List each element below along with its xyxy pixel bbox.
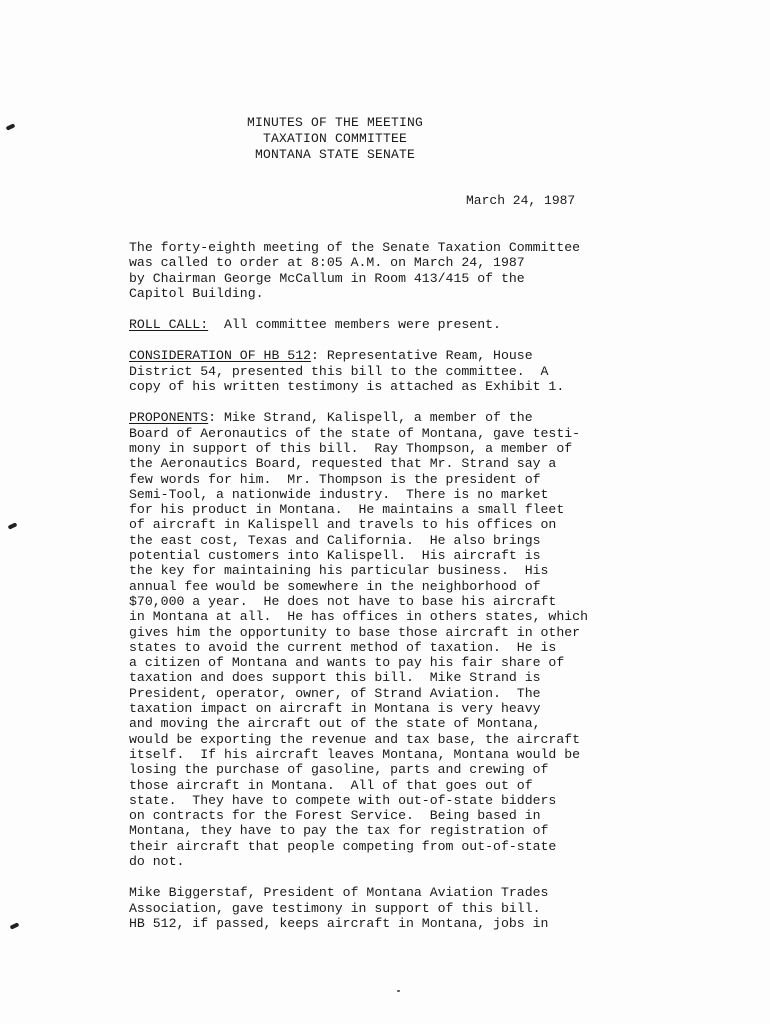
scan-speck [397,990,400,992]
heading-line-senate: MONTANA STATE SENATE [254,147,416,162]
proponents-line: states to avoid the current method of taxation. He is [129,639,557,655]
proponents-line: of aircraft in Kalispell and travels to his offices on [129,517,557,533]
proponents-line: Semi-Tool, a nationwide industry. There is no market [129,486,549,502]
consideration-label: CONSIDERATION OF HB 512 [129,348,312,364]
biggerstaf-line: Mike Biggerstaf, President of Montana Aviation Trades [129,885,549,901]
consideration-line: copy of his written testimony is attached as Exhibit 1. [129,379,565,395]
consideration-first-line [129,348,689,363]
proponents-line: mony in support of this bill. Ray Thompson, a member of [129,440,573,456]
heading-line-minutes: MINUTES OF THE MEETING [246,115,424,130]
proponents-line: state. They have to compete with out-of-state bidders [129,792,557,808]
proponents-paragraph [129,410,689,869]
proponents-line: the Aeronautics Board, requested that Mr. Strand say a [129,456,557,472]
minutes-body [129,240,689,947]
proponents-line: for his product in Montana. He maintains a small fleet [129,502,565,518]
proponents-line: those aircraft in Montana. All of that goes out of [129,777,533,793]
proponents-line: potential customers into Kalispell. His aircraft is [129,548,541,564]
intro-line: The forty-eighth meeting of the Senate Taxation Committee [129,240,581,255]
proponents-line: the key for maintaining his particular business. His [129,563,549,579]
proponents-line: Montana, they have to pay the tax for registration of [129,823,549,839]
margin-mark-bottom [10,922,20,929]
proponents-line: annual fee would be somewhere in the neighborhood of [129,578,541,594]
biggerstaf-line: Association, gave testimony in support of this bill. [129,900,541,916]
proponents-line: their aircraft that people competing from out-of-state [129,838,557,854]
roll-call-text: All committee members were present. [208,317,501,333]
intro-line: by Chairman George McCallum in Room 413/415 of the [129,270,525,286]
proponents-line: a citizen of Montana and wants to pay his fair share of [129,655,565,671]
consideration-first-text: : Representative Ream, House [311,348,533,364]
proponents-line: and moving the aircraft out of the state of Montana, [129,716,541,732]
proponents-line: Board of Aeronautics of the state of Montana, gave testi- [129,425,581,441]
meeting-date: March 24, 1987 [466,193,576,208]
roll-call-label: ROLL CALL: [129,317,209,333]
heading-line-committee: TAXATION COMMITTEE [262,131,408,146]
intro-line: was called to order at 8:05 A.M. on March 24, 1987 [129,255,525,271]
proponents-line: $70,000 a year. He does not have to base his aircraft [129,593,557,609]
biggerstaf-paragraph [129,885,689,931]
intro-line: Capitol Building. [129,285,264,301]
proponents-line: President, operator, owner, of Strand Aviation. The [129,685,541,701]
intro-paragraph [129,240,689,301]
proponents-line: gives him the opportunity to base those aircraft in other [129,624,581,640]
proponents-first-text: : Mike Strand, Kalispell, a member of the [208,410,533,426]
proponents-line: few words for him. Mr. Thompson is the president of [129,471,541,487]
biggerstaf-line: HB 512, if passed, keeps aircraft in Montana, jobs in [129,915,549,931]
proponents-line: do not. [129,853,185,869]
proponents-first-line [129,410,689,425]
proponents-line: in Montana at all. He has offices in others states, which [129,609,588,625]
proponents-line: taxation impact on aircraft in Montana is very heavy [129,701,541,717]
roll-call-paragraph [129,317,689,332]
proponents-line: the east cost, Texas and California. He also brings [129,532,541,548]
proponents-line: would be exporting the revenue and tax base, the aircraft [129,731,581,747]
margin-mark-middle [8,522,18,529]
proponents-line: losing the purchase of gasoline, parts and crewing of [129,762,549,778]
proponents-label: PROPONENTS [129,410,209,426]
proponents-line: taxation and does support this bill. Mike Strand is [129,670,541,686]
proponents-line: itself. If his aircraft leaves Montana, Montana would be [129,746,581,762]
roll-call-line [129,317,689,332]
consideration-paragraph [129,348,689,394]
document-heading [200,115,470,163]
margin-mark-top [6,123,16,130]
proponents-line: on contracts for the Forest Service. Being based in [129,808,541,824]
consideration-line: District 54, presented this bill to the committee. A [129,363,549,379]
